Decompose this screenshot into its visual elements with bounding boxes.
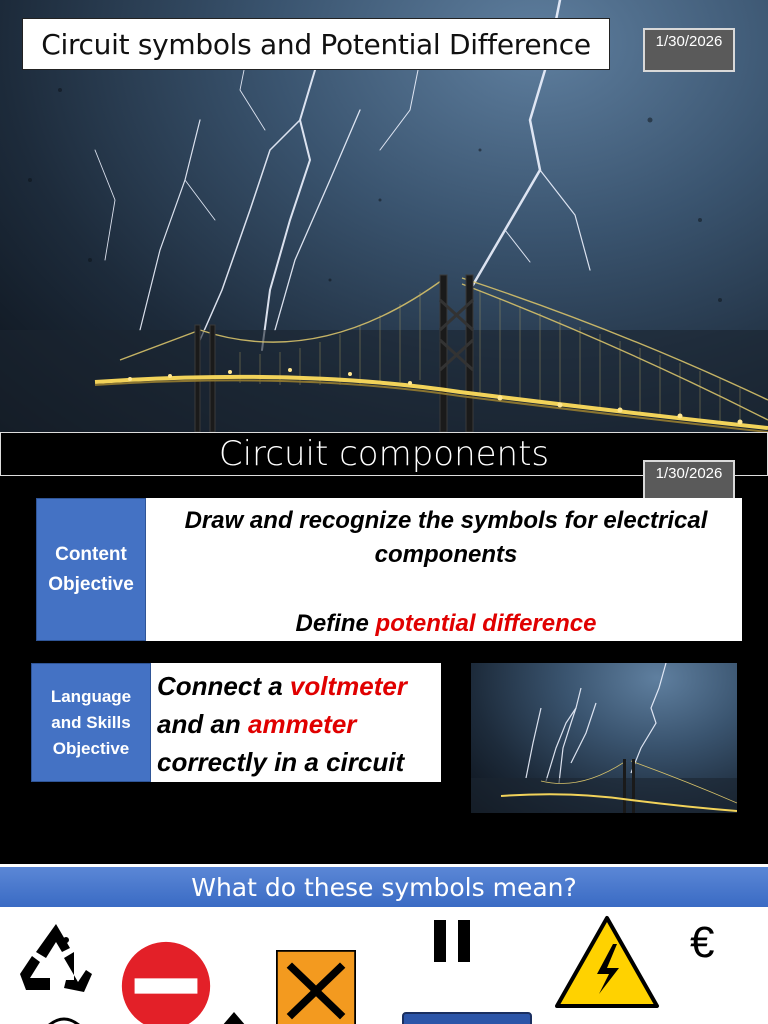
- thumbnail-photo: [471, 663, 737, 813]
- euro-icon: €: [690, 918, 715, 967]
- recycle-icon: [16, 920, 96, 996]
- lightning-bridge-thumbnail: [471, 663, 737, 813]
- no-entry-icon: [113, 941, 219, 1024]
- content-objective-line2: components: [374, 541, 518, 568]
- slide-3: [0, 864, 768, 1024]
- slide-3-question: What do these symbols mean?: [191, 872, 577, 902]
- voltmeter-word: voltmeter: [289, 671, 407, 701]
- pause-icon: [432, 918, 474, 964]
- language-objective-line2: [157, 705, 441, 743]
- slide-2-date: 1/30/2026: [643, 460, 735, 504]
- high-voltage-icon: [553, 914, 661, 1010]
- ammeter-word: ammeter: [248, 709, 357, 739]
- partial-triangle-icon: [222, 1012, 246, 1024]
- slide-1-title: Circuit symbols and Potential Difference: [41, 27, 591, 61]
- slide-1-date: 1/30/2026: [643, 28, 735, 72]
- language-objective-line3: correctly in a circuit: [157, 747, 405, 777]
- harmful-x-icon: [271, 950, 361, 1024]
- language-objective-text: [157, 667, 441, 781]
- define-highlight: potential difference: [375, 610, 597, 637]
- language-objective-label-line1: Language: [50, 686, 132, 706]
- language-objective-box: [31, 663, 441, 782]
- content-objective-label-line2: Objective: [48, 573, 134, 595]
- slide-2-title: Circuit components: [218, 434, 550, 474]
- language-objective-line1: [157, 667, 441, 705]
- line2-prefix: and an: [157, 709, 249, 739]
- define-prefix: Define: [295, 610, 376, 637]
- slide-1-title-box: [22, 18, 610, 70]
- partial-circle-icon: [44, 1012, 84, 1024]
- content-objective-text: [156, 504, 736, 637]
- define-line: [156, 607, 736, 641]
- language-objective-label-line3: Objective: [52, 738, 130, 758]
- content-objective-line1: Draw and recognize the symbols for electrical: [184, 507, 708, 534]
- language-objective-label-line2: and Skills: [51, 712, 131, 732]
- language-objective-label: [31, 663, 151, 782]
- content-objective-box: [36, 498, 742, 641]
- line1-prefix: Connect a: [157, 671, 290, 701]
- slide-1: [0, 0, 768, 432]
- content-objective-label: [36, 498, 146, 641]
- content-objective-label-line1: Content: [55, 543, 127, 565]
- blue-sign-icon: [402, 1012, 532, 1024]
- slide-2: [0, 432, 768, 864]
- slide-3-banner: [0, 867, 768, 907]
